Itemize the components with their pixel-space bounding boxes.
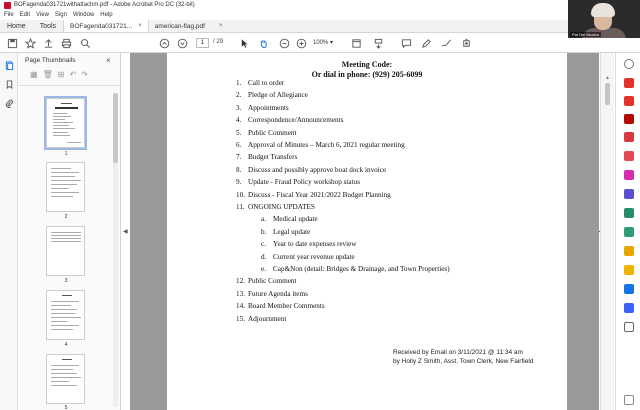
webcam-video: [568, 0, 640, 38]
item-number: 3.: [236, 103, 242, 112]
panel-scrollbar[interactable]: [113, 93, 118, 407]
tab-label: BOFagenda031721...: [70, 22, 133, 30]
item-text: Adjournment: [248, 314, 287, 323]
menu-view[interactable]: View: [36, 12, 49, 18]
scan-ocr-icon[interactable]: [624, 208, 634, 218]
item-number: 6.: [236, 141, 242, 149]
collapse-tools-icon[interactable]: [624, 395, 634, 405]
item-number: e.: [261, 265, 266, 273]
select-cursor-icon[interactable]: [238, 37, 250, 49]
window-title: BOFagenda031721withattachm.pdf - Adobe Acrobat Pro DC (32-bit): [14, 2, 195, 8]
item-number: a.: [261, 215, 266, 224]
item-text: ONGOING UPDATES: [248, 203, 315, 211]
item-text: Board Member Comments: [248, 302, 325, 311]
tab-bar: [0, 20, 640, 33]
save-icon[interactable]: [6, 37, 18, 49]
thumbnail-number: 5: [64, 405, 68, 410]
search-icon[interactable]: [79, 37, 91, 49]
close-icon[interactable]: ×: [218, 23, 223, 29]
insert-page-icon[interactable]: ⊞: [57, 70, 65, 79]
item-number: b.: [261, 227, 267, 236]
tab-tools[interactable]: Tools: [39, 22, 57, 30]
page-header: [167, 60, 567, 80]
more-tools-icon[interactable]: [624, 322, 634, 332]
item-number: 4.: [236, 116, 242, 125]
received-stamp-line2: by Holly Z Smith, Asst. Town Clerk, New Fairfield: [393, 358, 534, 365]
toolbar: [0, 33, 640, 53]
item-text: Medical update: [273, 215, 318, 224]
close-icon[interactable]: ×: [106, 56, 111, 65]
dial-in-phone: Or dial in phone: (929) 205-6099: [311, 70, 423, 79]
meeting-code: Meeting Code:: [341, 60, 393, 69]
fill-sign-icon[interactable]: [624, 189, 634, 199]
menu-file[interactable]: File: [4, 12, 14, 18]
participant-name: Pat Del Monico: [572, 32, 600, 37]
rotate-left-icon[interactable]: ↶: [69, 70, 77, 79]
menu-window[interactable]: Window: [72, 12, 95, 18]
scrollbar-thumb[interactable]: [113, 93, 118, 163]
acrobat-icon: [4, 2, 11, 9]
thumbnail-number: 3: [64, 278, 68, 284]
item-number: 7.: [236, 153, 242, 162]
tab-home[interactable]: Home: [7, 22, 26, 30]
thumbnail-page[interactable]: [46, 290, 85, 340]
item-number: 14.: [236, 302, 245, 311]
panel-divider: [18, 85, 120, 86]
item-number: 10.: [236, 190, 245, 199]
bookmark-icon[interactable]: [4, 79, 14, 89]
item-text: Update - Fraud Policy workshop status: [248, 178, 360, 187]
fit-page-icon[interactable]: [350, 37, 362, 49]
zoom-level-dropdown[interactable]: 100% ▾: [313, 40, 334, 46]
star-icon[interactable]: [24, 37, 36, 49]
menu-bar: [0, 10, 640, 20]
thumbnail-number: 4: [64, 342, 68, 348]
menu-sign[interactable]: Sign: [54, 12, 67, 18]
left-navigation-rail: [0, 53, 18, 410]
collapse-left-panel-icon[interactable]: ◀: [123, 229, 128, 235]
scroll-up-icon[interactable]: ▲: [605, 75, 610, 81]
tab-document-flag[interactable]: [148, 20, 248, 32]
item-number: c.: [261, 240, 266, 249]
received-stamp-line1: Received by Email on 3/11/2021 @ 11:34 am: [393, 349, 523, 356]
item-number: 11.: [236, 203, 245, 211]
item-text: Cap&Non (detail: Bridges & Drainage, and Town Properties): [273, 265, 450, 273]
combine-files-icon[interactable]: [624, 114, 634, 124]
item-text: Discuss - Fiscal Year 2021/2022 Budget Planning: [248, 190, 391, 199]
item-number: 12.: [236, 277, 245, 286]
protect-icon[interactable]: [624, 227, 634, 237]
item-text: Legal update: [273, 227, 311, 236]
close-icon[interactable]: ×: [138, 23, 142, 29]
export-pdf-icon[interactable]: [624, 96, 634, 106]
attachment-icon[interactable]: [4, 98, 14, 108]
pdf-page: [167, 53, 567, 410]
item-number: 5.: [236, 128, 242, 137]
tab-document-agenda[interactable]: [63, 20, 148, 32]
document-view[interactable]: [130, 53, 599, 410]
item-text: Approval of Minutes – March 6, 2021 regular meeting: [248, 141, 405, 149]
item-number: 2.: [236, 91, 242, 100]
item-text: Budget Transfers: [248, 153, 298, 162]
item-text: Discuss and possibly approve boat dock invoice: [248, 165, 387, 174]
thumbnail-page[interactable]: [46, 354, 85, 404]
item-number: 1.: [236, 79, 242, 87]
delete-icon[interactable]: 🗑: [42, 70, 53, 79]
zoom-in-icon[interactable]: [295, 37, 307, 49]
comment-icon[interactable]: [400, 37, 412, 49]
page-thumbnails-panel: [18, 53, 121, 410]
participant-hair: [591, 3, 615, 17]
title-bar: [0, 0, 640, 10]
next-page-icon[interactable]: [176, 37, 188, 49]
upload-icon[interactable]: [42, 37, 54, 49]
comment-tool-icon[interactable]: [624, 170, 634, 180]
item-text: Current year revenue update: [273, 252, 355, 261]
document-scrollbar[interactable]: [600, 53, 614, 410]
item-text: Appointments: [248, 103, 289, 112]
hand-tool-icon[interactable]: [257, 37, 269, 49]
thumbnail-tools: [30, 70, 88, 79]
thumbnail-page[interactable]: [46, 162, 85, 212]
protect-shield-icon[interactable]: [624, 303, 634, 313]
page-number-input[interactable]: 1: [196, 38, 209, 48]
prepare-form-icon[interactable]: [624, 246, 634, 256]
draw-icon[interactable]: [440, 37, 452, 49]
item-text: Call to order: [248, 79, 285, 87]
item-number: d.: [261, 252, 267, 261]
item-text: Public Comment: [248, 277, 297, 286]
print-icon[interactable]: [60, 37, 72, 49]
scroll-mode-icon[interactable]: [372, 37, 384, 49]
edit-pdf-icon[interactable]: [624, 132, 634, 142]
organize-pages-icon[interactable]: [624, 151, 634, 161]
zoom-out-icon[interactable]: [278, 37, 290, 49]
thumbnail-page[interactable]: [46, 98, 85, 148]
options-icon[interactable]: ▦: [30, 70, 38, 79]
item-number: 8.: [236, 165, 242, 174]
rotate-right-icon[interactable]: ↷: [81, 70, 88, 79]
search-tools-icon[interactable]: [624, 59, 634, 69]
item-number: 9.: [236, 178, 242, 187]
item-text: Pledge of Allegiance: [248, 91, 308, 100]
share-icon[interactable]: [624, 284, 634, 294]
stamp-icon[interactable]: [460, 37, 472, 49]
menu-help[interactable]: Help: [100, 12, 113, 18]
previous-page-icon[interactable]: [158, 37, 170, 49]
item-number: 15.: [236, 314, 245, 323]
item-text: Correspondence/Announcements: [248, 116, 344, 125]
thumbnail-number: 2: [64, 214, 68, 220]
highlight-pen-icon[interactable]: [420, 37, 432, 49]
item-text: Public Comment: [248, 128, 297, 137]
page-thumbnails-icon[interactable]: [4, 60, 14, 70]
panel-title: Page Thumbnails: [25, 57, 76, 64]
item-text: Future Agenda items: [248, 289, 308, 298]
tab-label: american-flag.pdf: [154, 22, 205, 30]
thumbnail-page[interactable]: [46, 226, 85, 276]
item-number: 13.: [236, 289, 245, 298]
scrollbar-thumb[interactable]: [605, 83, 610, 105]
right-tools-rail: [615, 53, 640, 410]
item-text: Year to date expenses review: [273, 240, 357, 249]
send-for-comments-icon[interactable]: [624, 265, 634, 275]
thumbnail-number: 1: [64, 151, 68, 157]
menu-edit[interactable]: Edit: [19, 12, 31, 18]
page-total: / 29: [213, 39, 224, 45]
create-pdf-icon[interactable]: [624, 78, 634, 88]
zoom-level-value: 100%: [313, 40, 329, 46]
